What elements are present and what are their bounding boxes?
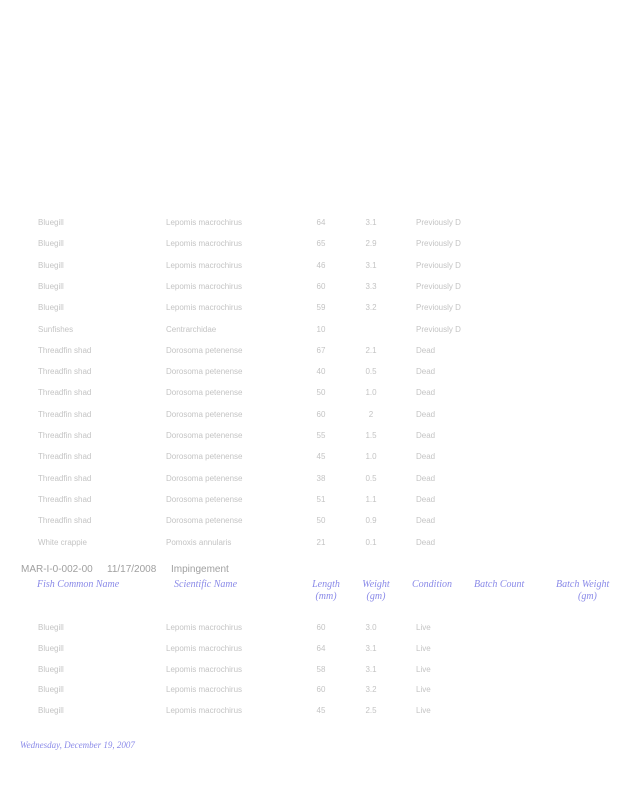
length-value: 64 <box>316 643 326 653</box>
length-value: 50 <box>316 516 326 526</box>
condition-value: Dead <box>416 367 436 377</box>
weight-value: 1.5 <box>365 431 377 440</box>
table-row <box>0 216 618 230</box>
scientific-name: Lepomis macrochirus <box>166 643 243 653</box>
weight-value: 0.1 <box>365 537 377 547</box>
weight-value: 3.0 <box>365 623 377 632</box>
header-weight <box>356 579 396 603</box>
length-value: 60 <box>316 685 326 695</box>
condition-value: Previously D <box>416 281 461 291</box>
condition-value: Previously D <box>416 303 461 313</box>
sample-gear: Impingement <box>171 564 229 575</box>
scientific-name: Dorosoma petenense <box>166 388 243 398</box>
header-scientific-name: Scientific Name <box>174 579 238 590</box>
fish-common-name: Bluegill <box>38 281 64 291</box>
fish-common-name: Bluegill <box>38 664 64 674</box>
scientific-name: Lepomis macrochirus <box>166 623 243 632</box>
fish-common-name: Threadfin shad <box>38 494 92 504</box>
length-value: 21 <box>316 537 326 547</box>
fish-common-name: Bluegill <box>38 685 64 695</box>
table-row <box>0 663 618 677</box>
scientific-name: Dorosoma petenense <box>166 431 243 440</box>
table-row <box>0 301 618 315</box>
table-row <box>0 237 618 251</box>
sample-id: MAR-I-0-002-00 <box>21 564 93 575</box>
fish-common-name: Threadfin shad <box>38 473 92 483</box>
length-value: 60 <box>316 409 326 419</box>
weight-value: 0.5 <box>365 473 377 483</box>
weight-value: 1.0 <box>365 388 377 398</box>
condition-value: Live <box>416 706 431 715</box>
weight-value: 2 <box>368 409 374 419</box>
length-value: 10 <box>316 324 326 334</box>
scientific-name: Dorosoma petenense <box>166 345 243 355</box>
length-value: 59 <box>316 303 326 313</box>
header-batch-weight-label: Batch Weight <box>556 579 610 590</box>
header-batch-weight-unit: (gm) <box>578 591 597 602</box>
table-row <box>0 642 618 656</box>
scientific-name: Dorosoma petenense <box>166 516 243 526</box>
condition-value: Live <box>416 643 431 653</box>
length-value: 46 <box>316 260 326 270</box>
fish-common-name: Bluegill <box>38 260 64 270</box>
fish-common-name: Bluegill <box>38 623 64 632</box>
table-row <box>0 536 618 550</box>
scientific-name: Lepomis macrochirus <box>166 303 243 313</box>
scientific-name: Lepomis macrochirus <box>166 218 243 227</box>
fish-common-name: White crappie <box>38 537 87 547</box>
fish-common-name: Threadfin shad <box>38 388 92 398</box>
table-row <box>0 514 618 528</box>
table-row <box>0 344 618 358</box>
weight-value: 3.2 <box>365 685 377 695</box>
condition-value: Previously D <box>416 218 461 227</box>
condition-value: Previously D <box>416 324 461 334</box>
scientific-name: Lepomis macrochirus <box>166 664 243 674</box>
fish-common-name: Threadfin shad <box>38 452 92 462</box>
header-common-name: Fish Common Name <box>37 579 120 590</box>
condition-value: Live <box>416 623 431 632</box>
condition-value: Dead <box>416 494 436 504</box>
length-value: 51 <box>316 494 326 504</box>
weight-value: 1.0 <box>365 452 377 462</box>
header-batch-count: Batch Count <box>474 579 525 590</box>
weight-value: 2.1 <box>365 345 377 355</box>
footer-date: Wednesday, December 19, 2007 <box>20 740 135 750</box>
table-row <box>0 386 618 400</box>
length-value: 60 <box>316 623 326 632</box>
weight-value: 2.5 <box>365 706 377 715</box>
scientific-name: Centrarchidae <box>166 324 217 334</box>
table-row <box>0 621 618 635</box>
weight-value: 3.1 <box>365 218 377 227</box>
header-batch-weight <box>556 579 618 603</box>
fish-common-name: Threadfin shad <box>38 367 92 377</box>
scientific-name: Dorosoma petenense <box>166 452 243 462</box>
table-row <box>0 450 618 464</box>
fish-common-name: Bluegill <box>38 706 64 715</box>
table-row <box>0 365 618 379</box>
header-length-unit: (mm) <box>315 591 337 602</box>
weight-value: 1.1 <box>365 494 377 504</box>
scientific-name: Dorosoma petenense <box>166 409 243 419</box>
fish-common-name: Threadfin shad <box>38 516 92 526</box>
condition-value: Live <box>416 685 431 695</box>
condition-value: Dead <box>416 473 436 483</box>
table-row <box>0 259 618 273</box>
table-row <box>0 493 618 507</box>
scientific-name: Lepomis macrochirus <box>166 706 243 715</box>
table-row <box>0 472 618 486</box>
fish-common-name: Threadfin shad <box>38 409 92 419</box>
fish-common-name: Threadfin shad <box>38 345 92 355</box>
length-value: 67 <box>316 345 326 355</box>
length-value: 50 <box>316 388 326 398</box>
condition-value: Dead <box>416 409 436 419</box>
sample-date: 11/17/2008 <box>107 564 157 575</box>
table-row <box>0 429 618 443</box>
table-row <box>0 323 618 337</box>
header-weight-unit: (gm) <box>366 591 386 602</box>
table-row <box>0 408 618 422</box>
fish-common-name: Bluegill <box>38 239 64 249</box>
condition-value: Dead <box>416 388 436 398</box>
scientific-name: Lepomis macrochirus <box>166 281 243 291</box>
weight-value: 3.2 <box>365 303 377 313</box>
weight-value: 3.1 <box>365 643 377 653</box>
condition-value: Live <box>416 664 431 674</box>
scientific-name: Lepomis macrochirus <box>166 685 243 695</box>
length-value: 45 <box>316 706 326 715</box>
length-value: 65 <box>316 239 326 249</box>
length-value: 55 <box>316 431 326 440</box>
table-row <box>0 704 618 718</box>
weight-value: 2.9 <box>365 239 377 249</box>
table-row <box>0 280 618 294</box>
table-row <box>0 683 618 697</box>
weight-value: 0.5 <box>365 367 377 377</box>
scientific-name: Lepomis macrochirus <box>166 239 243 249</box>
length-value: 38 <box>316 473 326 483</box>
weight-value: 3.1 <box>365 260 377 270</box>
fish-common-name: Threadfin shad <box>38 431 92 440</box>
scientific-name: Dorosoma petenense <box>166 473 243 483</box>
length-value: 40 <box>316 367 326 377</box>
scientific-name: Lepomis macrochirus <box>166 260 243 270</box>
scientific-name: Dorosoma petenense <box>166 494 243 504</box>
length-value: 45 <box>316 452 326 462</box>
length-value: 58 <box>316 664 326 674</box>
condition-value: Dead <box>416 537 436 547</box>
scientific-name: Dorosoma petenense <box>166 367 243 377</box>
condition-value: Dead <box>416 516 436 526</box>
length-value: 64 <box>316 218 326 227</box>
fish-common-name: Sunfishes <box>38 324 74 334</box>
condition-value: Dead <box>416 345 436 355</box>
condition-value: Dead <box>416 431 436 440</box>
condition-value: Previously D <box>416 239 461 249</box>
header-length-label: Length <box>312 579 340 590</box>
weight-value: 3.1 <box>365 664 377 674</box>
weight-value: 3.3 <box>365 281 377 291</box>
fish-common-name: Bluegill <box>38 218 64 227</box>
condition-value: Previously D <box>416 260 461 270</box>
condition-value: Dead <box>416 452 436 462</box>
header-length <box>306 579 346 603</box>
length-value: 60 <box>316 281 326 291</box>
weight-value: 0.9 <box>365 516 377 526</box>
header-condition: Condition <box>412 579 453 590</box>
fish-common-name: Bluegill <box>38 303 64 313</box>
fish-common-name: Bluegill <box>38 643 64 653</box>
scientific-name: Pomoxis annularis <box>166 537 232 547</box>
header-weight-label: Weight <box>362 579 390 590</box>
